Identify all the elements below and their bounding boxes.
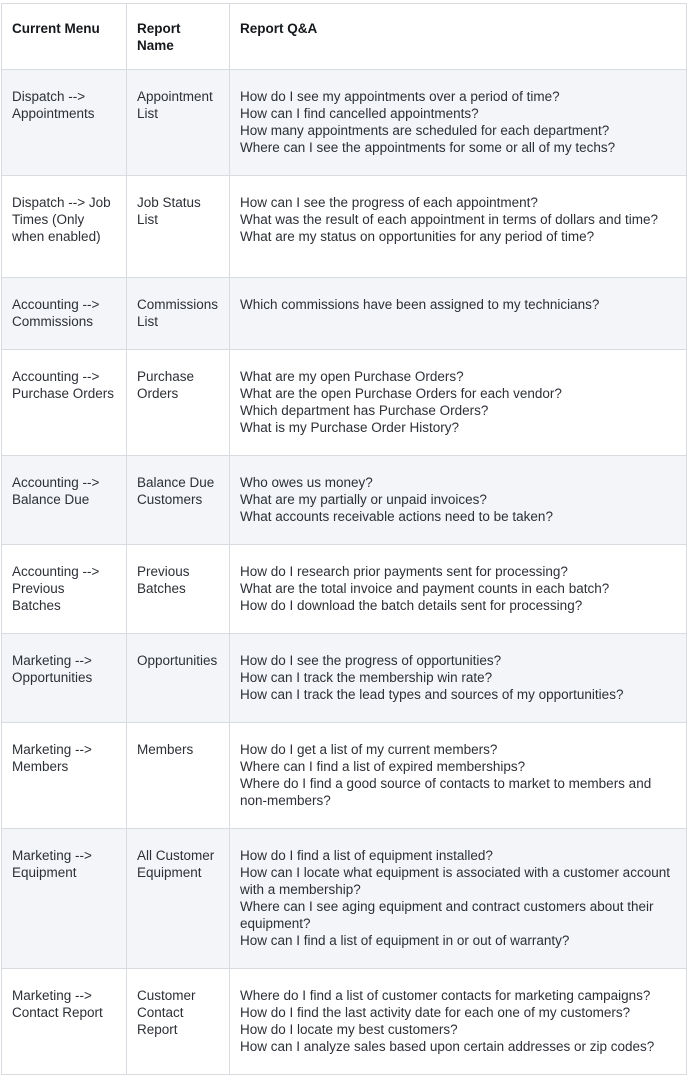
question-line: What is my Purchase Order History?: [240, 420, 460, 435]
question-line: What are my open Purchase Orders?: [240, 369, 464, 384]
question-line: Where do I find a good source of contacts to market to members and non-members?: [240, 776, 652, 808]
report-qa-cell: [230, 829, 687, 969]
question-line: Where do I find a list of customer contacts for marketing campaigns?: [240, 988, 651, 1003]
question-line: How do I research prior payments sent for processing?: [240, 564, 568, 579]
report-name-cell: Commissions List: [127, 278, 230, 350]
report-name-cell: Previous Batches: [127, 545, 230, 634]
table-row: [2, 70, 687, 176]
current-menu-cell: Accounting --> Previous Batches: [2, 545, 127, 634]
table-row: [2, 829, 687, 969]
table-body: [2, 70, 687, 1075]
question-line: What are the total invoice and payment counts in each batch?: [240, 581, 610, 596]
question-line: How can I find a list of equipment in or out of warranty?: [240, 933, 570, 948]
question-line: How can I locate what equipment is associated with a customer account with a membership?: [240, 865, 670, 897]
question-line: How can I see the progress of each appointment?: [240, 195, 538, 210]
question-line: Which commissions have been assigned to my technicians?: [240, 297, 600, 312]
question-line: Where can I see the appointments for some or all of my techs?: [240, 140, 616, 155]
reports-table: [1, 3, 687, 1075]
report-qa-cell: [230, 723, 687, 829]
question-line: Who owes us money?: [240, 475, 373, 490]
report-qa-cell: [230, 278, 687, 350]
page: [0, 3, 691, 1054]
question-line: What are my status on opportunities for any period of time?: [240, 229, 595, 244]
question-line: How many appointments are scheduled for each department?: [240, 123, 610, 138]
table-row: [2, 969, 687, 1075]
table-row: [2, 545, 687, 634]
current-menu-cell: Marketing --> Contact Report: [2, 969, 127, 1075]
question-line: How do I find the last activity date for each one of my customers?: [240, 1005, 631, 1020]
report-name-cell: All Customer Equipment: [127, 829, 230, 969]
question-line: What was the result of each appointment in terms of dollars and time?: [240, 212, 658, 227]
question-line: Where can I find a list of expired memberships?: [240, 759, 526, 774]
question-line: What accounts receivable actions need to be taken?: [240, 509, 553, 524]
report-qa-cell: [230, 545, 687, 634]
column-header-report-qa: Report Q&A: [230, 4, 687, 70]
question-line: How can I track the membership win rate?: [240, 670, 493, 685]
report-qa-cell: [230, 70, 687, 176]
table-row: [2, 723, 687, 829]
question-line: How can I find cancelled appointments?: [240, 106, 479, 121]
report-name-cell: Members: [127, 723, 230, 829]
question-line: How do I see my appointments over a period of time?: [240, 89, 560, 104]
table-row: [2, 634, 687, 723]
header-row: [2, 4, 687, 70]
question-line: How can I analyze sales based upon certain addresses or zip codes?: [240, 1039, 655, 1054]
report-name-cell: Customer Contact Report: [127, 969, 230, 1075]
report-name-cell: Purchase Orders: [127, 350, 230, 456]
table-row: [2, 176, 687, 278]
current-menu-cell: Marketing --> Opportunities: [2, 634, 127, 723]
table-row: [2, 456, 687, 545]
column-header-report-name: Report Name: [127, 4, 230, 70]
question-line: What are the open Purchase Orders for each vendor?: [240, 386, 562, 401]
report-qa-cell: [230, 350, 687, 456]
question-line: Which department has Purchase Orders?: [240, 403, 489, 418]
report-name-cell: Balance Due Customers: [127, 456, 230, 545]
question-line: Where can I see aging equipment and contract customers about their equipment?: [240, 899, 654, 931]
current-menu-cell: Marketing --> Equipment: [2, 829, 127, 969]
report-qa-cell: [230, 456, 687, 545]
table-row: [2, 350, 687, 456]
question-line: How do I locate my best customers?: [240, 1022, 458, 1037]
report-qa-cell: [230, 969, 687, 1075]
report-qa-cell: [230, 634, 687, 723]
report-qa-cell: [230, 176, 687, 278]
current-menu-cell: Accounting --> Balance Due: [2, 456, 127, 545]
question-line: How do I download the batch details sent for processing?: [240, 598, 583, 613]
column-header-current-menu: Current Menu: [2, 4, 127, 70]
report-name-cell: Opportunities: [127, 634, 230, 723]
current-menu-cell: Accounting --> Commissions: [2, 278, 127, 350]
table-row: [2, 278, 687, 350]
current-menu-cell: Dispatch --> Job Times (Only when enabled): [2, 176, 127, 278]
question-line: How do I find a list of equipment installed?: [240, 848, 493, 863]
current-menu-cell: Dispatch --> Appointments: [2, 70, 127, 176]
current-menu-cell: Accounting --> Purchase Orders: [2, 350, 127, 456]
current-menu-cell: Marketing --> Members: [2, 723, 127, 829]
report-name-cell: Job Status List: [127, 176, 230, 278]
table-header: [2, 4, 687, 70]
question-line: How can I track the lead types and sources of my opportunities?: [240, 687, 624, 702]
question-line: What are my partially or unpaid invoices?: [240, 492, 487, 507]
question-line: How do I get a list of my current members?: [240, 742, 498, 757]
question-line: How do I see the progress of opportunities?: [240, 653, 502, 668]
report-name-cell: Appointment List: [127, 70, 230, 176]
